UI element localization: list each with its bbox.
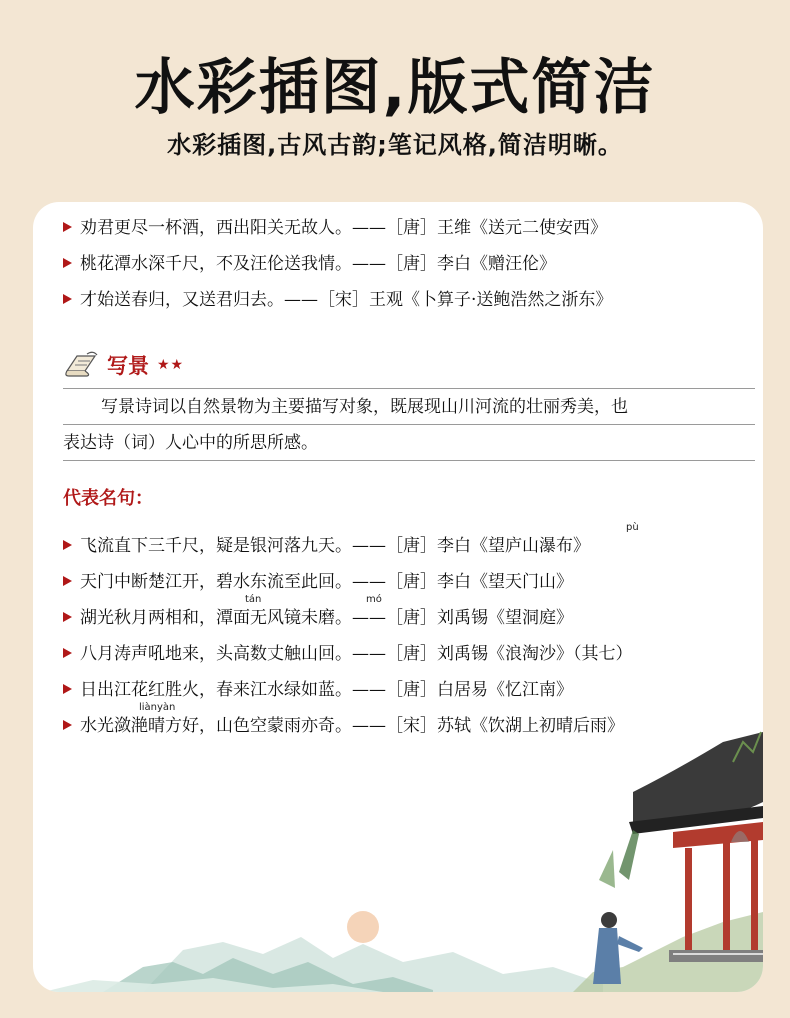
section-description bbox=[63, 390, 755, 425]
quote-text: 飞流直下三千尺，疑是银河落九天。——［唐］李白《望庐山瀑布》 bbox=[80, 536, 590, 556]
content-card bbox=[33, 202, 763, 992]
page-subtitle: 水彩插图,古风古韵;笔记风格,简洁明晰。 bbox=[167, 131, 623, 159]
quote-text: 日出江花红胜火，春来江水绿如蓝。——［唐］白居易《忆江南》 bbox=[80, 680, 573, 700]
quote-text: 水光潋滟晴方好，山色空蒙雨亦奇。——［宋］苏轼《饮湖上初晴后雨》 bbox=[80, 716, 624, 736]
triangle-bullet-icon bbox=[63, 222, 72, 232]
list-item bbox=[63, 676, 573, 704]
list-item bbox=[63, 532, 590, 560]
section-header bbox=[63, 348, 184, 382]
pinyin-annotation: liàn bbox=[139, 702, 158, 713]
page-title: 水彩插图,版式简洁 bbox=[134, 53, 656, 123]
description-line-2: 表达诗（词）人心中的所思所感。 bbox=[63, 433, 318, 453]
divider bbox=[63, 460, 755, 461]
list-item bbox=[63, 214, 607, 242]
quote-text: 才始送春归，又送君归去。——［宋］王观《卜算子·送鲍浩然之浙东》 bbox=[80, 290, 613, 310]
triangle-bullet-icon bbox=[63, 576, 72, 586]
pinyin-annotation: tán bbox=[245, 594, 262, 605]
list-item bbox=[63, 286, 612, 314]
section-title: 写景 bbox=[107, 354, 149, 378]
quote-text: 湖光秋月两相和，潭面无风镜未磨。——［唐］刘禹锡《望洞庭》 bbox=[80, 608, 573, 628]
quote-text: 八月涛声吼地来，头高数丈触山回。——［唐］刘禹锡《浪淘沙》（其七） bbox=[80, 644, 633, 664]
list-item bbox=[63, 640, 633, 668]
watercolor-landscape-illustration bbox=[33, 722, 763, 992]
divider bbox=[63, 388, 755, 389]
pinyin-annotation: pù bbox=[626, 522, 639, 533]
triangle-bullet-icon bbox=[63, 648, 72, 658]
triangle-bullet-icon bbox=[63, 612, 72, 622]
list-item bbox=[63, 250, 556, 278]
list-item bbox=[63, 568, 573, 596]
quote-text: 天门中断楚江开，碧水东流至此回。——［唐］李白《望天门山》 bbox=[80, 572, 573, 592]
section-description-cont bbox=[63, 426, 755, 461]
pinyin-annotation: yàn bbox=[157, 702, 176, 713]
list-item bbox=[63, 604, 573, 632]
divider bbox=[63, 424, 755, 425]
pinyin-annotation: mó bbox=[366, 594, 382, 605]
quote-text: 劝君更尽一杯酒，西出阳关无故人。——［唐］王维《送元二使安西》 bbox=[80, 218, 607, 238]
difficulty-stars: ★★ bbox=[157, 357, 185, 373]
scroll-icon bbox=[63, 351, 99, 379]
triangle-bullet-icon bbox=[63, 258, 72, 268]
triangle-bullet-icon bbox=[63, 684, 72, 694]
description-line-1: 写景诗词以自然景物为主要描写对象，既展现山川河流的壮丽秀美，也 bbox=[101, 397, 628, 417]
triangle-bullet-icon bbox=[63, 294, 72, 304]
famous-quotes-label: 代表名句： bbox=[63, 488, 153, 509]
triangle-bullet-icon bbox=[63, 540, 72, 550]
quote-text: 桃花潭水深千尺，不及汪伦送我情。——［唐］李白《赠汪伦》 bbox=[80, 254, 556, 274]
